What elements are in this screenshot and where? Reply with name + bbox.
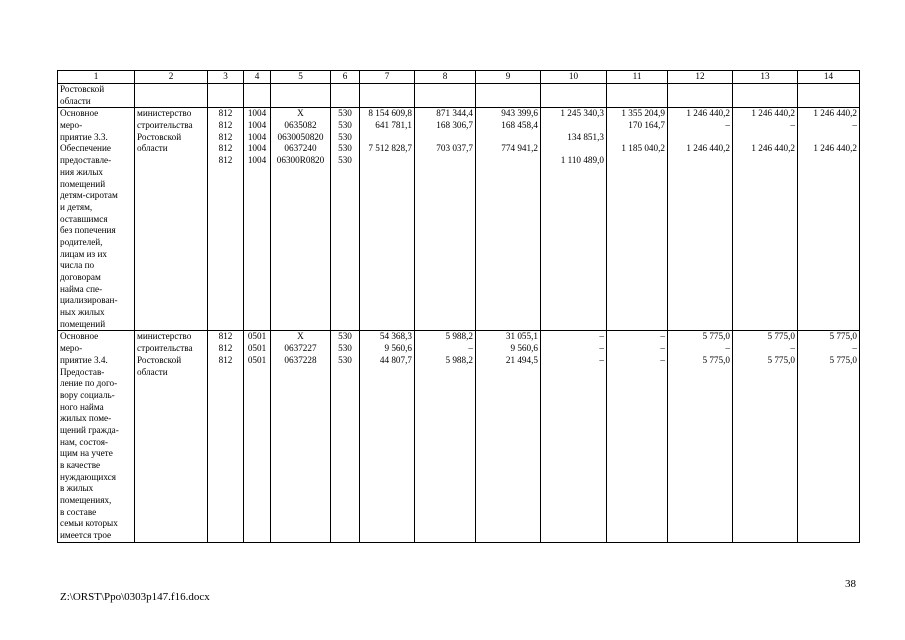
value-cell: –: [790, 120, 795, 131]
empty-cell: [208, 84, 244, 108]
empty-cell: [607, 84, 668, 108]
value-column-rzpr: [244, 331, 271, 542]
header-cell: 2: [135, 71, 208, 84]
value-column-vr: [331, 331, 360, 542]
value-cell: 812: [218, 331, 233, 342]
value-cell: 170 164,7: [628, 120, 665, 131]
value-cell: 5 775,0: [702, 354, 730, 365]
value-cell: –: [468, 343, 473, 354]
value-cell: [417, 132, 473, 144]
measure-name-line: вору социаль-: [60, 389, 115, 400]
header-cell: 14: [798, 71, 860, 84]
value-cell: 703 037,7: [436, 143, 473, 154]
measure-name-line: найма спе-: [60, 283, 103, 294]
value-cell: 1 246 440,2: [751, 108, 795, 119]
measure-name-line: оставшимся: [60, 213, 108, 224]
value-cell: 530: [338, 120, 352, 131]
value-cell: 1 185 040,2: [621, 143, 665, 154]
value-column-c7: [360, 331, 415, 542]
value-cell: Х: [297, 331, 304, 342]
value-cell: 1 245 340,3: [560, 108, 604, 119]
value-cell: 0637227: [284, 343, 317, 354]
value-cell: 168 306,7: [436, 120, 473, 131]
executor-line: области: [137, 143, 168, 154]
value-cell: 5 775,0: [702, 331, 730, 342]
measure-name-line: Основное: [60, 108, 99, 119]
value-cell: 44 807,7: [379, 354, 412, 365]
value-cell: 1004: [247, 108, 267, 119]
value-column-c14: [798, 108, 860, 331]
value-cell: 812: [218, 343, 233, 354]
measure-name-line: щим на учете: [60, 448, 113, 459]
value-column-c8: [415, 331, 476, 542]
value-cell: 5 988,2: [445, 331, 473, 342]
value-cell: 812: [218, 108, 233, 119]
value-cell: 1 246 440,2: [686, 108, 730, 119]
measure-name-line: меро-: [60, 343, 83, 354]
value-cell: 21 494,5: [505, 354, 538, 365]
header-cell: 9: [476, 71, 541, 84]
header-cell: 10: [541, 71, 607, 84]
value-column-rzpr: [244, 108, 271, 331]
value-cell: 5 775,0: [767, 331, 795, 342]
budget-table: [57, 70, 860, 543]
value-cell: 5 775,0: [829, 331, 857, 342]
header-cell: 12: [668, 71, 733, 84]
value-cell: 0635082: [284, 120, 317, 131]
measure-name-line: имеется трое: [60, 530, 112, 541]
measure-name-line: предоставле-: [60, 155, 112, 166]
value-cell: 1 355 204,9: [621, 108, 665, 119]
value-cell: 530: [338, 131, 352, 142]
measure-name-line: Предостав-: [60, 366, 105, 377]
measure-name-line: циализирован-: [60, 295, 118, 306]
value-cell: 530: [338, 108, 352, 119]
value-cell: [543, 143, 604, 155]
header-cell: 11: [607, 71, 668, 84]
header-cell: 1: [58, 71, 135, 84]
measure-name-line: ния жилых: [60, 166, 103, 177]
value-column-c12: [668, 108, 733, 331]
empty-cell: [244, 84, 271, 108]
value-cell: [670, 155, 730, 167]
value-cell: 168 458,4: [501, 120, 538, 131]
value-cell: 812: [218, 155, 233, 166]
value-cell: 812: [218, 143, 233, 154]
value-column-c13: [733, 108, 798, 331]
empty-cell: [541, 84, 607, 108]
value-cell: –: [790, 343, 795, 354]
table-body: [58, 71, 860, 543]
value-cell: –: [599, 354, 604, 365]
executor-cell: [135, 108, 208, 331]
value-column-c13: [733, 331, 798, 542]
value-cell: Х: [297, 108, 304, 119]
value-cell: [800, 132, 857, 144]
measure-name-line: меро-: [60, 120, 83, 131]
header-row: [58, 71, 860, 84]
value-column-c11: [607, 331, 668, 542]
value-cell: [609, 155, 665, 167]
value-cell: 1 246 440,2: [813, 143, 857, 154]
measure-name-line: Обеспечение: [60, 143, 111, 154]
value-cell: 530: [338, 155, 352, 166]
value-column-c7: [360, 108, 415, 331]
executor-line: строительства: [137, 120, 193, 131]
executor-line: области: [137, 366, 168, 377]
empty-cell: [331, 84, 360, 108]
value-cell: –: [852, 120, 857, 131]
header-cell: 8: [415, 71, 476, 84]
measure-name-line: лицам из их: [60, 248, 107, 259]
executor-line: Ростовской: [137, 131, 182, 142]
file-path: Z:\ORST\Ppo\0303p147.f16.docx: [60, 591, 210, 603]
row-name-line: Ростовской: [60, 84, 105, 94]
value-column-c8: [415, 108, 476, 331]
value-cell: 1004: [247, 143, 267, 154]
page-number: 38: [845, 578, 856, 590]
measure-name-line: в качестве: [60, 460, 101, 470]
value-cell: 641 781,1: [375, 120, 412, 131]
value-cell: 774 941,2: [501, 143, 538, 154]
value-cell: [735, 132, 795, 144]
value-cell: 06300R0820: [276, 155, 325, 166]
value-column-vr: [331, 108, 360, 331]
value-cell: 1 246 440,2: [751, 143, 795, 154]
value-cell: –: [660, 331, 665, 342]
value-cell: [609, 132, 665, 144]
measure-name-line: нам, состоя-: [60, 436, 108, 447]
value-cell: –: [660, 354, 665, 365]
header-cell: 13: [733, 71, 798, 84]
measure-name-line: без попечения: [60, 225, 116, 236]
measure-name-line: договорам: [60, 272, 101, 282]
value-cell: 5 988,2: [445, 354, 473, 365]
value-cell: 1 110 489,0: [560, 155, 604, 166]
measure-name-line: ление по дого-: [60, 378, 118, 389]
measure-name-cell: [58, 108, 135, 331]
value-cell: [735, 155, 795, 167]
table-row: [58, 331, 860, 542]
value-cell: [362, 155, 412, 167]
empty-cell: [668, 84, 733, 108]
measure-name-line: семьи которых: [60, 518, 118, 529]
header-cell: 5: [271, 71, 331, 84]
measure-name-line: жилых поме-: [60, 413, 112, 424]
value-cell: [543, 120, 604, 132]
empty-cell: [733, 84, 798, 108]
measure-name-line: приятие 3.3.: [60, 131, 108, 142]
value-cell: 9 560,6: [384, 343, 412, 354]
header-cell: 6: [331, 71, 360, 84]
value-cell: 5 775,0: [829, 354, 857, 365]
header-cell: 4: [244, 71, 271, 84]
header-cell: 7: [360, 71, 415, 84]
value-column-csr: [271, 331, 331, 542]
value-cell: [478, 132, 538, 144]
value-column-c9: [476, 331, 541, 542]
measure-name-line: помещениях,: [60, 495, 112, 506]
value-cell: 530: [338, 354, 352, 365]
value-cell: [800, 155, 857, 167]
measure-name-line: числа по: [60, 260, 95, 271]
empty-cell: [360, 84, 415, 108]
table-row: [58, 108, 860, 331]
value-column-grbs: [208, 331, 244, 542]
measure-name-line: в составе: [60, 506, 97, 517]
value-cell: 0630050820: [277, 131, 324, 142]
value-column-csr: [271, 108, 331, 331]
value-cell: –: [599, 343, 604, 354]
value-cell: 812: [218, 354, 233, 365]
value-column-grbs: [208, 108, 244, 331]
value-cell: 0637240: [284, 143, 317, 154]
row-name-line: области: [60, 95, 91, 106]
executor-line: Ростовской: [137, 354, 182, 365]
measure-name-line: помещений: [60, 178, 106, 189]
measure-name-line: ных жилых: [60, 307, 105, 318]
empty-cell: [415, 84, 476, 108]
value-cell: –: [725, 120, 730, 131]
measure-name-line: помещений: [60, 318, 106, 329]
measure-name-line: нуждающихся: [60, 471, 116, 482]
value-cell: –: [725, 343, 730, 354]
value-cell: 7 512 828,7: [368, 143, 412, 154]
value-cell: 0501: [247, 331, 267, 342]
value-cell: [670, 132, 730, 144]
header-cell: 3: [208, 71, 244, 84]
empty-cell: [271, 84, 331, 108]
value-column-c12: [668, 331, 733, 542]
value-cell: –: [852, 343, 857, 354]
measure-name-line: щений гражда-: [60, 424, 119, 435]
measure-name-line: детям-сиротам: [60, 190, 118, 201]
value-cell: 134 851,3: [567, 131, 604, 142]
value-cell: 54 368,3: [379, 331, 412, 342]
value-cell: 9 560,6: [510, 343, 538, 354]
value-column-c11: [607, 108, 668, 331]
executor-line: министерство: [137, 108, 192, 119]
value-cell: 8 154 609,8: [368, 108, 412, 119]
value-cell: –: [599, 331, 604, 342]
value-cell: 31 055,1: [505, 331, 538, 342]
measure-name-line: родителей,: [60, 236, 103, 247]
value-cell: 0637228: [284, 354, 317, 365]
value-cell: 871 344,4: [436, 108, 473, 119]
table-row: [58, 84, 860, 108]
value-cell: 1004: [247, 155, 267, 166]
measure-name-line: в жилых: [60, 483, 94, 494]
value-cell: [362, 132, 412, 144]
executor-line: министерство: [137, 331, 192, 342]
value-cell: 1004: [247, 131, 267, 142]
value-cell: [478, 155, 538, 167]
empty-cell: [135, 84, 208, 108]
value-cell: 812: [218, 120, 233, 131]
row-name-cell: [58, 84, 135, 108]
value-cell: 0501: [247, 354, 267, 365]
value-column-c10: [541, 331, 607, 542]
value-cell: 812: [218, 131, 233, 142]
value-cell: –: [660, 343, 665, 354]
value-cell: 530: [338, 343, 352, 354]
value-column-c14: [798, 331, 860, 542]
executor-line: строительства: [137, 343, 193, 354]
measure-name-line: ного найма: [60, 401, 104, 412]
executor-cell: [135, 331, 208, 542]
value-cell: 530: [338, 331, 352, 342]
value-cell: 0501: [247, 343, 267, 354]
empty-cell: [798, 84, 860, 108]
value-column-c9: [476, 108, 541, 331]
empty-cell: [476, 84, 541, 108]
value-cell: 5 775,0: [767, 354, 795, 365]
value-column-c10: [541, 108, 607, 331]
measure-name-line: и детям,: [60, 201, 93, 212]
measure-name-cell: [58, 331, 135, 542]
value-cell: 530: [338, 143, 352, 154]
value-cell: 943 399,6: [501, 108, 538, 119]
measure-name-line: Основное: [60, 331, 99, 342]
value-cell: 1 246 440,2: [813, 108, 857, 119]
value-cell: 1004: [247, 120, 267, 131]
value-cell: [417, 155, 473, 167]
value-cell: 1 246 440,2: [686, 143, 730, 154]
measure-name-line: приятие 3.4.: [60, 354, 108, 365]
